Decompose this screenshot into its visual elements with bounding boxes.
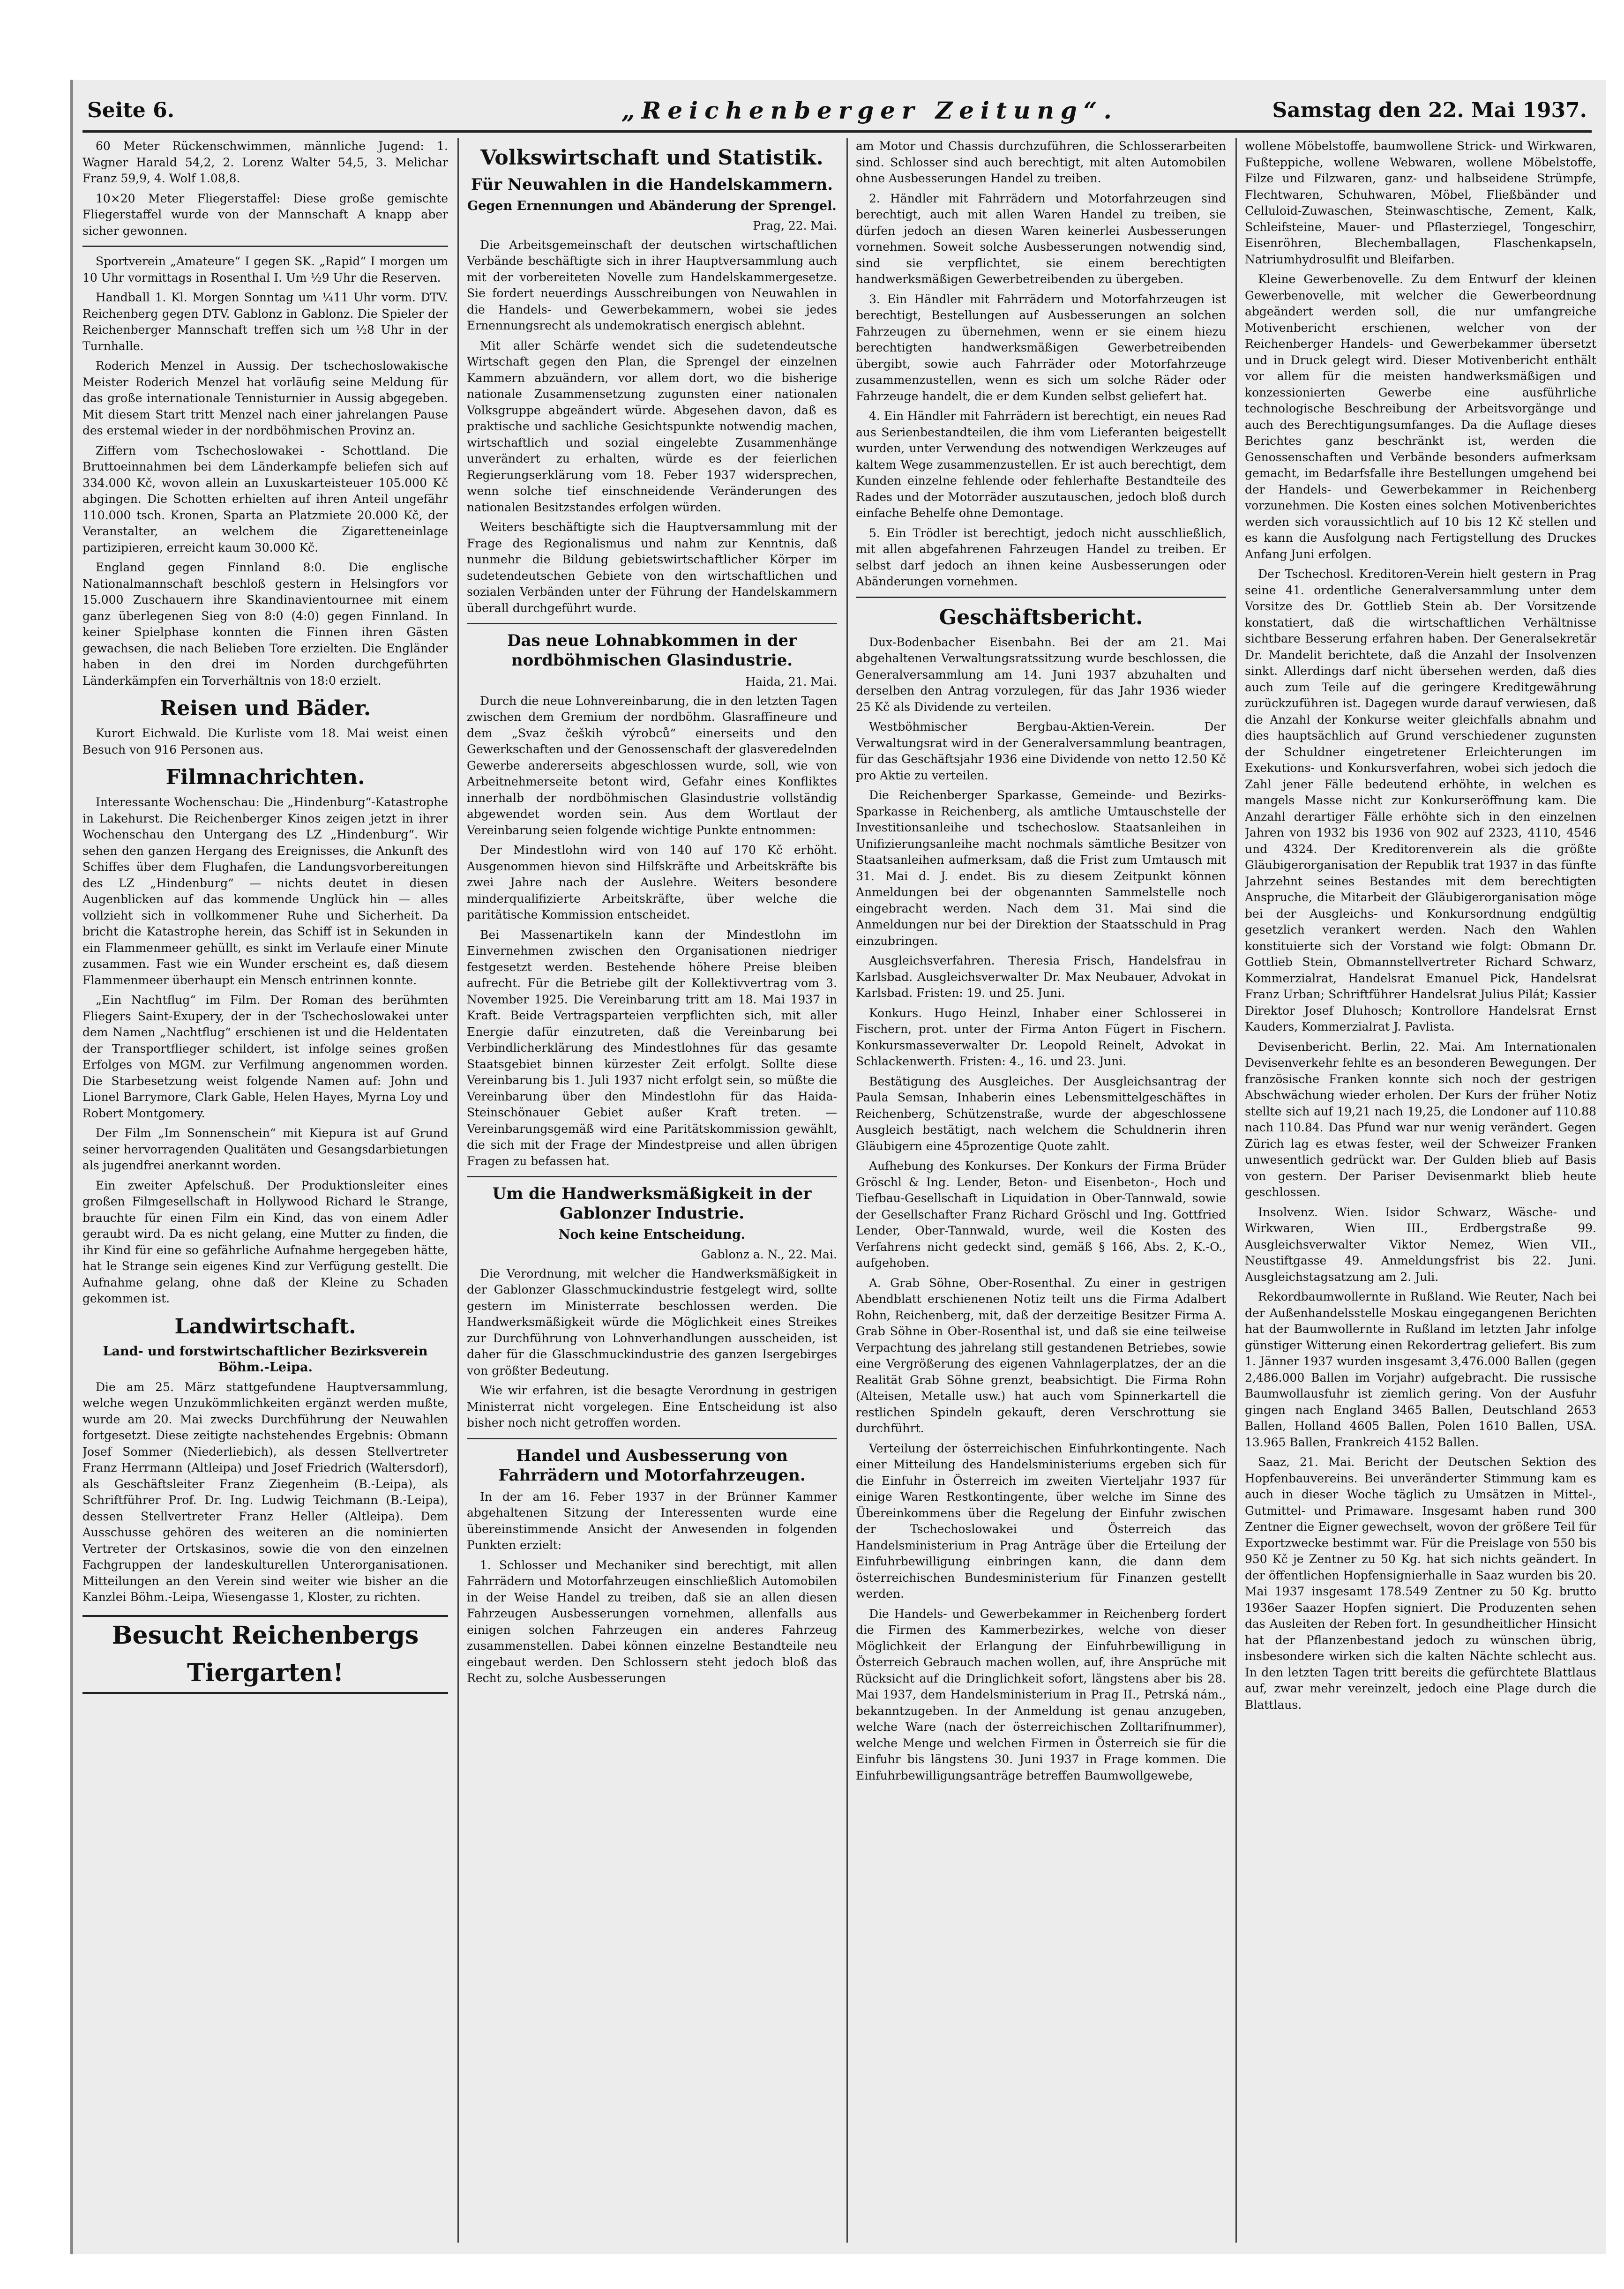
article-headline: Das neue Lohnabkommen in der nordböhmischen Glasindustrie. [507,631,797,670]
article-para: 1. Schlosser und Mechaniker sind berechtigt, mit allen Fahrrädern und Motorfahrzeugen einschließlich Automobilen in der Weise Handel zu treiben, daß sie an allen diesen Fahrzeugen Ausbesserungen vornehmen, allenfalls aus einigen solchen Fahrzeugen ein anderes Fahrzeug zusammenstellen. Dabei können einzelne Bestandteile neu eingebaut werden. Den Schlossern steht jedoch bloß das Recht zu, solche Ausbesserungen [467,1558,837,1685]
dateline: Haida, 21. Mai. [745,675,837,688]
newspaper-title: „Reichenberger Zeitung“. [621,97,1118,124]
article-para: Rekordbaumwollernte in Rußland. Wie Reuter, Nach bei der Außenhandelsstelle Moskau eingegangenen Berichten hat der Baumwollernte in Rußland im letzten Jahr infolge günstiger Witterung einen Rekordertrag geliefert. Bis zum 1. Jänner 1937 wurden insgesamt 3,476.000 Ballen (gegen 2,486.000 Ballen im Vorjahr) aufgebracht. Die russische Baumwollausfuhr ist ziemlich gering. Von der Ausfuhr gingen nach England 3465 Ballen, Deutschland 2653 Ballen, Holland 4605 Ballen, Polen 1610 Ballen, USA. 13.965 Ballen, Frankreich 4152 Ballen. [1245,1290,1596,1449]
article-para: Der Tschechosl. Kreditoren-Verein hielt gestern in Prag seine 41. ordentliche Generalversammlung unter dem Vorsitze des Dr. Gottlieb Stein ab. Der Vorsitzende konstatiert, daß die wirtschaftlichen Verhältnisse sichtbare Besserung erfahren haben. Der Generalsekretär Dr. Mandelit berichtete, daß die Anzahl der Insolvenzen sinkt. Allerdings darf nicht übersehen werden, daß dies auch zum Teile auf die geringere Kreditgewährung zurückzuführen ist. Dagegen wurde darauf verwiesen, daß die Anzahl der Konkurse weiter gleichfalls abnahm und dies hauptsächlich auf Grund verschiedener zugunsten der Schuldner eingetretener Erleichterungen im Exekutions- und Konkursverfahren, wobei sich jedoch die Zahl jener Fälle bedeutend erhöhte, in welchen es mangels Masse nicht zur Konkurseröffnung kam. Die Anzahl derartiger Fälle erhöhte sich in den einzelnen Jahren von 1932 bis 1936 von 902 auf 2323, 4110, 4546 und 4324. Der Kreditorenverein als die größte Gläubigerorganisation der Republik trat 1937 in das fünfte Jahrzehnt seines Bestandes mit dem berechtigten Anspruche, die Mitarbeit der Gläubigerorganisation möge bei der Ausgleichs- und Konkursordnung endgültig gesetzlich verankert werden. Nach den Wahlen konstituierte sich der Vorstand wie folgt: Obmann Dr. Gottlieb Stein, Obmannstellvertreter Richard Schwarz, Kommerzialrat, Handelsrat Emanuel Pick, Handelsrat Franz Urban; Schriftführer Handelsrat Julius Pilát; Kassier Direktor Josef Dluhosch; Kontrollore Handelsrat Ernst Kauders, Kommerzialrat J. Pavlista. [1245,567,1596,1033]
article-para: wollene Möbelstoffe, baumwollene Strick- und Wirkwaren, Fußteppiche, wollene Webwaren, wollene Möbelstoffe, Filze und Filzwaren, ganz- und halbseidene Strümpfe, Flechtwaren, Schuhwaren, Möbel, Fließbänder und Celluloid-Zuwaschen, Steinwaschtische, Zement, Kalk, Schleifsteine, Mauer- und Pflasterziegel, Tongeschirr, Eisenröhren, Blechemballagen, Flaschenkapseln, Natriumhydrosulfit und Bleifarben. [1245,139,1596,266]
article-para: In der am 16. Feber 1937 in der Brünner Kammer abgehaltenen Sitzung der Interessenten wurde eine übereinstimmende Ansicht der Anwesenden in folgenden Punkten erzielt: [467,1489,837,1552]
column-3 [856,138,1226,2243]
article-para: A. Grab Söhne, Ober-Rosenthal. Zu einer in gestrigen Abendblatt erschienenen Notiz teilt uns die Firma Adalbert Rohn, Reichenberg, mit, daß der derzeitige Besitzer Firma A. Grab Söhne in Ober-Rosenthal ist, und daß sie eine teilweise Verpachtung des jahrelang still gestandenen Betriebes, sowie eine Vergrößerung des eigenen Vahnlagerplatzes, der an die Realität Grab Söhne grenzt, beabsichtigt. Die Firma Rohn (Alteisen, Metalle usw.) hat auch vom Spinnerkartell die restlichen Spindeln gekauft, deren Verschrottung sie durchführt. [856,1276,1226,1435]
column-divider [846,138,848,2243]
article-para: Die am 25. März stattgefundene Hauptversammlung, welche wegen Unzukömmlichkeiten ergänzt werden mußte, wurde am 20. Mai zwecks Durchführung der Neuwahlen fortgesetzt. Diese zeitigte nachstehendes Ergebnis: Obmann Josef Sommer (Niederliebich), als dessen Stellvertreter Franz Herrmann (Altleipa) und Josef Friedrich (Waltersdorf), als Geschäftsleiter Franz Ziegenheim (B.-Leipa), als Schriftführer Prof. Dr. Ing. Ludwig Teichmann (B.-Leipa), dessen Stellvertreter Franz Heller (Altleipa). Dem Ausschusse gehören des weiteren an die nominierten Vertreter der Ortskasinos, sowie die von den einzelnen Fachgruppen der landeskulturellen Unterorganisationen. Mitteilungen an den Verein sind weiter wie bisher an die Kanzlei Böhm.-Leipa, Wiesengasse 1, Kloster, zu richten. [82,1380,448,1604]
advertisement-banner: Besucht Reichenbergs Tiergarten! [82,1615,448,1694]
article-para: Insolvenz. Wien. Isidor Schwarz, Wäsche- und Wirkwaren, Wien III., Erdbergstraße 99. Ausgleichsverwalter Viktor Nemez, Wien VII., Neustiftgasse 49. Anmeldungsfrist bis 22. Juni. Ausgleichstagsatzung am 2. Juli. [1245,1205,1596,1284]
divider [82,246,448,247]
column-divider [457,138,459,2243]
article-para: 5. Ein Trödler ist berechtigt, jedoch nicht ausschließlich, mit allen abgefahrenen Fahrzeugen Handel zu treiben. Er selbst darf jedoch an ihnen keine Ausbesserungen oder Abänderungen vornehmen. [856,526,1226,588]
article-para: Ziffern vom Tschechoslowakei - Schottland. Die Bruttoeinnahmen bei dem Länderkampfe beliefen sich auf 334.000 Kč, wovon allein an Luxuskarteisteuer 105.000 Kč abgingen. Die Schotten erhielten auf ihren Anteil ungefähr 110.000 tsch. Kronen, Sparta an Platzmiete 20.000 Kč, der Veranstalter, an welchem die Zigaretteneinlage partizipieren, erreicht kaum 30.000 Kč. [82,443,448,554]
column-2 [467,138,837,2243]
article-para: am Motor und Chassis durchzuführen, die Schlosserarbeiten sind. Schlosser sind auch berechtigt, mit alten Automobilen ohne Ausbesserungen Handel zu treiben. [856,139,1226,185]
article-para: Die Verordnung, mit welcher die Handwerksmäßigkeit in der Gablonzer Glasschmuckindustrie festgelegt wird, sollte gestern im Ministerrate beschlossen werden. Die Handwerksmäßigkeit würde die Möglichkeit eines Streikes zur Durchführung von Lohnverhandlungen ausscheiden, ist daher für die Glasschmuckindustrie des ganzen Isergebirges von größter Bedeutung. [467,1266,837,1377]
article-para: England gegen Finnland 8:0. Die englische Nationalmannschaft beschloß gestern in Helsingfors vor 15.000 Zuschauern ihre Skandinavientournee mit einem ganz überlegenen Sieg von 8:0 (4:0) gegen Finnland. In keiner Spielphase konnten die Finnen ihren Gästen gewachsen, die nach Belieben Tore erzielten. Die Engländer haben in den drei im Norden durchgeführten Länderkämpfen ein Torverhältnis von 18:0 erzielt. [82,561,448,688]
article-para: Dux-Bodenbacher Eisenbahn. Bei der am 21. Mai abgehaltenen Verwaltungsratssitzung wurde beschlossen, die Generalversammlung am 14. Juni 1937 abzuhalten und derselben den Antrag vorzulegen, für das Jahr 1936 wieder 25 Kč als Dividende zu verteilen. [856,635,1226,714]
divider [467,623,837,624]
article-para: Der Mindestlohn wird von 140 auf 170 Kč erhöht. Ausgenommen hievon sind Hilfskräfte und Arbeitskräfte bis zwei Jahre nach der Auslehre. Weiters besondere minderqualifizierte Arbeitskräfte, über welche die paritätische Kommission entscheidet. [467,843,837,921]
article-para: Die Reichenberger Sparkasse, Gemeinde- und Bezirks-Sparkasse in Reichenberg, als amtliche Umtauschstelle der Investitionsanleihe und tschechoslow. Staatsanleihen in Unifizierungsanleihe macht nochmals sämtliche Besitzer von Staatsanleihen aufmerksam, daß die Frist zum Umtausch mit 31. Mai d. J. endet. Bis zu diesem Zeitpunkt können Anmeldungen bei der obgenannten Sammelstelle noch eingebracht werden. Nach dem 31. Mai sind die Anmeldungen nur bei der Direktion der Staatsschuld in Prag einzubringen. [856,788,1226,948]
section-heading: Reisen und Bäder. [159,696,371,720]
article-para: Interessante Wochenschau: Die „Hindenburg“-Katastrophe in Lakehurst. Die Reichenberger Kinos zeigen jetzt in ihrer Wochenschau den Untergang des LZ „Hindenburg“. Wir sehen den ganzen Hergang des Ereignisses, die Ankunft des Schiffes über dem Flughafen, die Landungsvorbereitungen des LZ „Hindenburg“ — nichts deutet in diesen Augenblicken auf das kommende Unglück hin — alles vollzieht sich in vollkommener Ruhe und Sicherheit. Da bricht die Katastrophe herein, das Schiff ist in Sekunden in ein Flammenmeer gehüllt, es sinkt im Verlaufe einer Minute zusammen. Fast wie ein Wunder erscheint es, daß diesem Flammenmeer überhaupt ein Mensch entrinnen konnte. [82,795,448,987]
section-heading: Geschäftsbericht. [939,605,1143,629]
dateline: Gablonz a. N., 22. Mai. [701,1248,837,1261]
article-para: Ein zweiter Apfelschuß. Der Produktionsleiter eines großen Filmgesellschaft in Hollywood Richard le Strange, brauchte für einen Film ein Kind, das von einem Adler geraubt wird. Da es nicht gelang, eine Mutter zu finden, die ihr Kind für eine so gefährliche Aufnahme hergegeben hätte, hat le Strange sein eigenes Kind zur Verfügung gestellt. Die Aufnahme gelang, ohne daß der Kleine zu Schaden gekommen ist. [82,1178,448,1305]
section-heading: Volkswirtschaft und Statistik. [480,146,823,170]
article-headline: Für Neuwahlen in die Handelskammern. [471,175,833,194]
page-number: Seite 6. [87,98,175,122]
article-para: 10×20 Meter Fliegerstaffel: Diese große gemischte Fliegerstaffel wurde von der Mannschaft A knapp aber sicher gewonnen. [82,191,448,238]
dateline: Prag, 22. Mai. [753,219,837,232]
column-4 [1245,138,1596,2243]
article-para: „Ein Nachtflug“ im Film. Der Roman des berühmten Fliegers Saint-Exupery, der in der Tschechoslowakei unter dem Namen „Nachtflug“ erschienen ist und die Heldentaten der Transportflieger schildert, ist infolge seines großen Erfolges von MGM. zur Verfilmung angenommen worden. Die Starbesetzung weist folgende Namen auf: John und Lionel Barrymore, Clark Gable, Helen Hayes, Myrna Loy und Robert Montgomery. [82,993,448,1120]
issue-date: Samstag den 22. Mai 1937. [1272,98,1587,122]
article-para: 4. Ein Händler mit Fahrrädern ist berechtigt, ein neues Rad aus Serienbestandteilen, die ihm vom Lieferanten beigestellt wurden, unter Verwendung des notwendigen Werkzeuges auf kaltem Wege zusammenzustellen. Er ist auch berechtigt, dem Kunden einzelne fehlende oder fehlerhafte Bestandteile des Rades und der Motorräder auszutauschen, jedoch bloß durch einfache Behelfe ohne Demontage. [856,409,1226,520]
page-header [82,94,1592,127]
article-para: Weiters beschäftigte sich die Hauptversammlung mit der Frage des Regionalismus und nahm zur Kenntnis, daß nunmehr die Bildung gebietswirtschaftlicher Körper im sudetendeutschen Gebiete von den wirtschaftlichen und sozialen Verbänden unter der Führung der Handelskammern überall durchgeführt wurde. [467,520,837,615]
article-para: 3. Ein Händler mit Fahrrädern und Motorfahrzeugen ist berechtigt, Bestellungen auf Ausbesserungen an solchen Fahrzeugen zu übernehmen, wenn er sie einem hiezu berechtigten handwerksmäßigen Gewerbetreibenden übergibt, sowie auch Fahrräder oder Motorfahrzeuge zusammenzustellen, wenn es sich um solche Räder oder Fahrzeuge handelt, die er dem Kunden selbst geliefert hat. [856,292,1226,403]
article-para: Konkurs. Hugo Heinzl, Inhaber einer Schlosserei in Fischern, prot. unter der Firma Anton Fügert in Fischern. Konkursmasseverwalter Dr. Leopold Reinelt, Advokat in Schlackenwerth. Fristen: 4., 16. und 23. Juni. [856,1006,1226,1068]
header-rule [82,130,1592,133]
sub-heading: Land- und forstwirtschaftlicher Bezirksverein Böhm.-Leipa. [103,1344,428,1375]
article-para: Durch die neue Lohnvereinbarung, die in den letzten Tagen zwischen dem Gremium der nordböhm. Glasraffineure und dem „Svaz čeških výrobců“ einerseits und den Gewerkschaften und der Genossenschaft der glasveredelnden Gewerbe andererseits abgeschlossen wurde, soll, wie von Arbeitnehmerseite betont wird, Gefahr eines Konfliktes innerhalb der nordböhmischen Glasindustrie vollständig abgewendet worden sein. Aus dem Wortlaut der Vereinbarung seien folgende wichtige Punkte entnommen: [467,694,837,837]
article-para: Mit aller Schärfe wendet sich die sudetendeutsche Wirtschaft gegen den Plan, die Sprengel der einzelnen Kammern abzuändern, vor allem dort, wo die bisherige nationale Zusammensetzung zugunsten einer nationalen Volksgruppe abgeändert würde. Abgesehen davon, daß es praktische und sachliche Gesichtspunkte notwendig machen, wirtschaftlich und sozial eingelebte Zusammenhänge unverändert zu erhalten, würde es der feierlichen Regierungserklärung vom 18. Feber 1937 widersprechen, wenn solche tief einschneidende Veränderungen des nationalen Besitzstandes erfolgen würden. [467,338,837,514]
article-para: Bestätigung des Ausgleiches. Der Ausgleichsantrag der Paula Semsan, Inhaberin eines Lebensmittelgeschäftes in Reichenberg, Schützenstraße, wurde der abgeschlossene Ausgleich bestätigt, nach welchem die Schuldnerin ihren Gläubigern eine 45prozentige Quote zahlt. [856,1074,1226,1153]
divider [856,597,1226,598]
article-para: Der Film „Im Sonnenschein“ mit Kiepura ist auf Grund seiner hervorragenden Qualitäten und Gesangsdarbietungen als jugendfrei anerkannt worden. [82,1126,448,1172]
article-headline: Handel und Ausbesserung von Fahrrädern und Motorfahrzeugen. [498,1446,806,1485]
article-para: Wie wir erfahren, ist die besagte Verordnung in gestrigen Ministerrat nicht vorgelegen. Eine Entscheidung ist also bisher noch nicht getroffen worden. [467,1384,837,1429]
article-para: Saaz, 21. Mai. Bericht der Deutschen Sektion des Hopfenbauvereins. Bei unveränderter Stimmung kam es auch in dieser Woche täglich zu Umsätzen in Mittel-, Gutmittel- und Primaware. Insgesamt haben rund 300 Zentner die Eigner gewechselt, wovon der größere Teil für Exportzwecke bestimmt war. Für die Preislage von 550 bis 950 Kč je Zentner zu 50 Kg. hat sich nichts geändert. In der öffentlichen Hopfensignierhalle in Saaz wurden bis 20. Mai 1937 insgesamt 178.549 Zentner zu 50 Kg. brutto 1936er Saazer Hopfen signiert. Die Produzenten sehen das Ausleiten der Reben fort. In gesundheitlicher Hinsicht hat der Pflanzenbestand jedoch zu wünschen übrig, insbesondere wirken sich die kalten Nächte schlecht aus. In den letzten Tagen tritt bereits die gefürchtete Blattlaus auf, zwar mehr vereinzelt, jedoch eine Plage durch die Blattlaus. [1245,1455,1596,1712]
article-para: Sportverein „Amateure“ I gegen SK. „Rapid“ I morgen um 10 Uhr vormittags in Rosenthal I. Um ½9 Uhr die Reserven. [82,254,448,284]
article-para: Kleine Gewerbenovelle. Zu dem Entwurf der kleinen Gewerbenovelle, mit welcher die Gewerbeordnung abgeändert werden soll, die nur umfangreiche Motivenbericht erschienen, welcher von der Reichenberger Handels- und Gewerbekammer übersetzt und in Druck gelegt wird. Dieser Motivenbericht enthält vor allem für die meisten handwerksmäßigen und konzessionierten Gewerbe eine ausführliche technologische Beschreibung der Arbeitsvorgänge und auch des Berechtigungsumfanges. Da die Auflage dieses Berichtes ganz beschränkt ist, werden die Genossenschaften und Verbände besonders aufmerksam gemacht, im Bedarfsfalle ihre Bestellungen umgehend bei der Handels- und Gewerbekammer in Reichenberg vorzunehmen. Die Kosten eines solchen Motivenberichtes werden sich voraussichtlich auf 10 bis 12 Kč stellen und es kann die Ausfolgung nach Fertigstellung des Druckes Anfang Juni erfolgen. [1245,272,1596,561]
newspaper-page [70,80,1606,2254]
article-para: Verteilung der österreichischen Einfuhrkontingente. Nach einer Mitteilung des Handelsministeriums ergeben sich für die Einfuhr in Österreich im zweiten Vierteljahr 1937 für einige Waren Restkontingente, über welche im Sinne des Übereinkommens über die Regelung der Einfuhr zwischen der Tschechoslowakei und Österreich das Handelsministerium in Prag Anträge über die Erteilung der Einfuhrbewilligung einbringen kann, die dann dem österreichischen Bundesministerium für Finanzen gestellt werden. [856,1441,1226,1601]
article-para: Bei Massenartikeln kann der Mindestlohn im Einvernehmen zwischen den Organisationen niedriger festgesetzt werden. Bestehende höhere Preise bleiben aufrecht. Für die Betriebe gilt der Kollektivvertrag vom 3. November 1925. Die Vereinbarung tritt am 18. Mai 1937 in Kraft. Beide Vertragsparteien verpflichten sich, mit aller Energie dafür einzutreten, daß die Vereinbarung bei Verbindlicherklärung des Mindestlohnes für das gesamte Staatsgebiet binnen kürzester Zeit erfolgt. Sollte diese Vereinbarung bis 1. Juli 1937 nicht erfolgt sein, so müßte die Vereinbarung über den Mindestlohn für das Haida-Steinschönauer Gebiet außer Kraft treten. — Vereinbarungsgemäß wird eine Paritätskommission gewählt, die sich mit der Frage der Mindestpreise und allen übrigen Fragen zu befassen hat. [467,928,837,1168]
article-para: Handball 1. Kl. Morgen Sonntag um ¼11 Uhr vorm. DTV. Reichenberg gegen DTV. Gablonz in Gablonz. Die Spieler der Reichenberger Mannschaft treffen sich um ½8 Uhr in der Turnhalle. [82,291,448,353]
article-para: Die Arbeitsgemeinschaft der deutschen wirtschaftlichen Verbände beschäftigte sich in ihrer Hauptversammlung auch mit der vorbereiteten Novelle zum Handelskammergesetze. Sie fordert neuerdings Ausschreibungen von Neuwahlen in die Handels- und Gewerbekammern, wobei sie jedes Ernennungsrecht als undemokratisch energisch ablehnt. [467,238,837,332]
column-divider [1235,138,1237,2243]
article-para: Ausgleichsverfahren. Theresia Frisch, Handelsfrau in Karlsbad. Ausgleichsverwalter Dr. Max Neubauer, Advokat in Karlsbad. Fristen: 19. und 25. Juni. [856,954,1226,1000]
article-para: Westböhmischer Bergbau-Aktien-Verein. Der Verwaltungsrat wird in der Generalversammlung beantragen, für das Geschäftsjahr 1936 eine Dividende von netto 12.50 Kč pro Aktie zu verteilen. [856,720,1226,782]
article-para: Roderich Menzel in Aussig. Der tschechoslowakische Meister Roderich Menzel hat vorläufig seine Meldung für das große internationale Tennisturnier in Aussig abgegeben. Mit diesem Start tritt Menzel nach einer jahrelangen Pause des erstemal wieder in der nordböhmischen Provinz an. [82,359,448,437]
article-para: 60 Meter Rückenschwimmen, männliche Jugend: 1. Wagner Harald 54,2, 2. Lorenz Walter 54,5, 3. Melichar Franz 59,9, 4. Wolf 1.08,8. [82,139,448,185]
section-heading: Filmnachrichten. [165,765,365,789]
divider [467,1438,837,1439]
divider [467,1176,837,1177]
column-1 [82,138,448,2243]
article-para: Devisenbericht. Berlin, 22. Mai. Am Internationalen Devisenverkehr fehlte es an besonderen Bewegungen. Der französische Franken konnte sich noch der gestrigen Abschwächung wieder erholen. Der Kurs der früher Notiz stellte sich auf 19,21 nach 19,25, die Londoner auf 110.88 nach 110.84. Das Pfund war nur wenig verändert. Gegen Zürich lag es etwas fester, weil der Schweizer Franken unwesentlich gedrückt war. Der Gulden blieb auf Basis von gestern. Der Pariser Devisenmarkt blieb heute geschlossen. [1245,1040,1596,1199]
article-headline: Um die Handwerksmäßigkeit in der Gablonzer Industrie. [492,1184,812,1223]
article-para: Kurort Eichwald. Die Kurliste vom 18. Mai weist einen Besuch von 916 Personen aus. [82,726,448,756]
article-subheadline: Noch keine Entscheidung. [558,1227,746,1242]
article-para: 2. Händler mit Fahrrädern und Motorfahrzeugen sind berechtigt, auch mit allen Waren Handel zu treiben, sie dürfen jedoch an diesen Waren keinerlei Ausbesserungen vornehmen. Soweit solche Ausbesserungen notwendig sind, sind sie verpflichtet, sie einem berechtigten handwerksmäßigen Gewerbetreibenden zu übergeben. [856,191,1226,286]
article-subheadline: Gegen Ernennungen und Abänderung der Sprengel. [467,199,837,213]
article-para: Aufhebung des Konkurses. Der Konkurs der Firma Brüder Gröschl & Ing. Lender, Beton- und Eisenbeton-, Hoch und Tiefbau-Gesellschaft in Liquidation in Ober-Tannwald, sowie der Gesellschafter Franz Richard Gröschl und Ing. Gottfried Lender, Ober-Tannwald, wurde, weil die Kosten des Verfahrens nicht gedeckt sind, gemäß § 166, Abs. 2, K.-O., aufgehoben. [856,1159,1226,1270]
article-para: Die Handels- und Gewerbekammer in Reichenberg fordert die Firmen des Kammerbezirkes, welche von dieser Möglichkeit der Erlangung der Einfuhrbewilligung in Österreich Gebrauch machen wollen, auf, ihre Ansprüche mit Rücksicht auf die Dringlichkeit sofort, längstens aber bis 28. Mai 1937, dem Handelsministerium in Prag II., Petrská nám., bekanntzugeben. In der Anmeldung ist genau anzugeben, welche Ware (nach der österreichischen Zolltarifnummer), welche Menge und welchen Firmen in Österreich sie für die Einfuhr bis längstens 30. Juni 1937 in Frage kommen. Die Einfuhrbewilligungsanträge betreffen Baumwollgewebe, [856,1607,1226,1782]
section-heading: Landwirtschaft. [174,1314,356,1339]
